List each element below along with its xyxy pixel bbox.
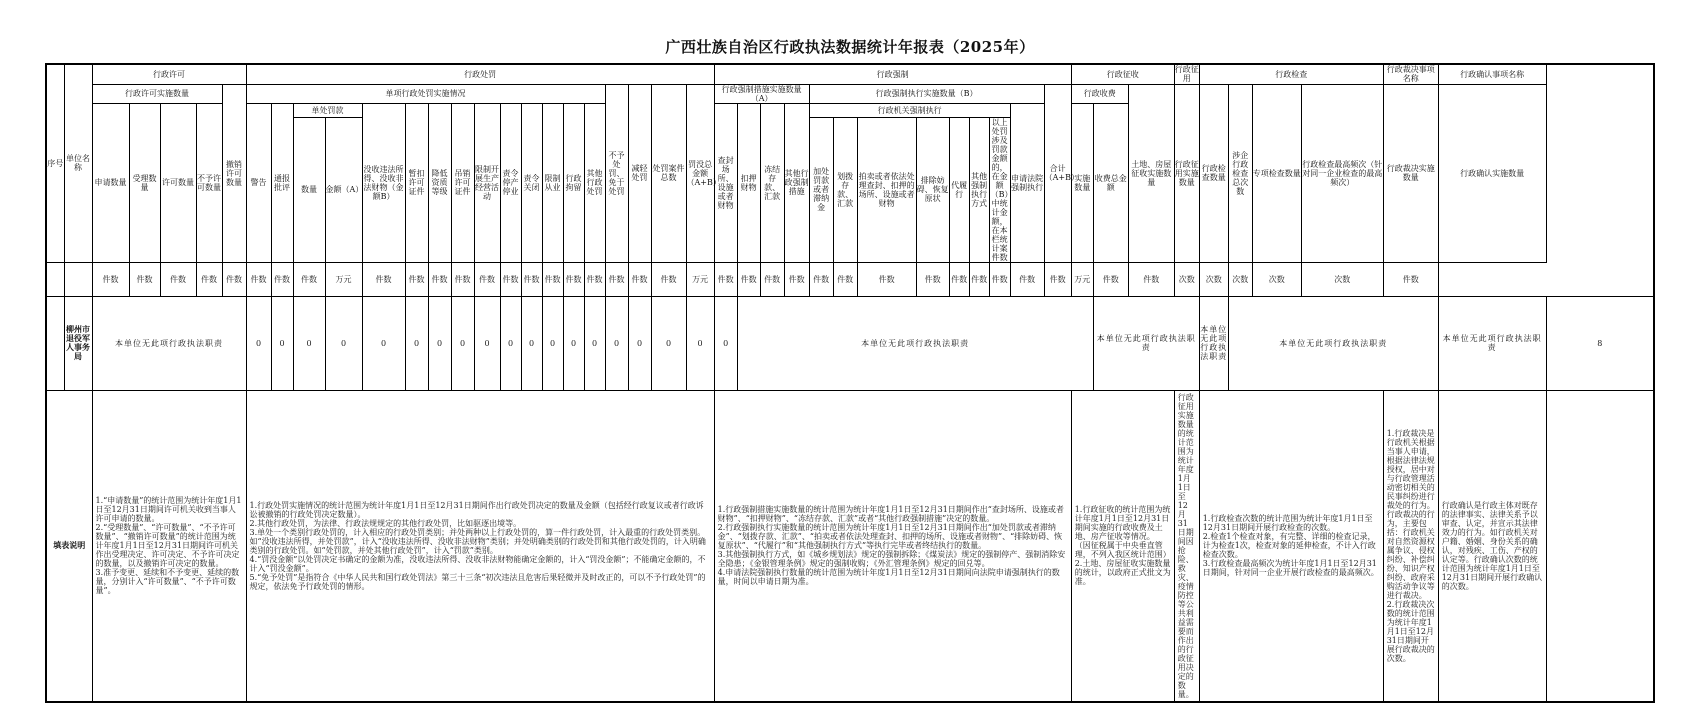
expro-no-duty: 本单位无此项行政执法职责: [1199, 296, 1228, 390]
header-sub-permit: 行政许可实施数量: [92, 84, 222, 103]
value-cell: 0: [362, 296, 405, 390]
header-revoke-cert: 吊销许可证件: [451, 103, 474, 262]
header-proxy: 代履行: [949, 117, 969, 262]
header-enterprise-inspect: 涉企行政检查总次数: [1228, 84, 1252, 262]
unit-cell: 件数: [222, 262, 246, 296]
header-other-measure: 其他行政强制措施: [784, 103, 809, 262]
value-cell: 0: [246, 296, 271, 390]
header-detain: 行政拘留: [563, 103, 584, 262]
unit-cell: 件数: [160, 262, 196, 296]
unit-cell: 次数: [1174, 262, 1199, 296]
header-group-expropriation: 行政征用: [1174, 65, 1199, 84]
notes-penalty: 1.行政处罚实施情况的统计范围为统计年度1月1日至12月31日期间作出行政处罚决定的数量及金额（包括经行政复议或者行政诉讼被撤销的行政处罚决定数量）。 2.其他行政处罚，为法律、行政法规规定的其他行政处罚，比如驱逐出境等。 3.单处一个类别行政处罚的，计入相应的行政处罚类别；并处两种以上行政处罚的，算一件行政处罚，计入最重的行政处罚类别。如“没收违法所得，并处罚款”，计入“没收违法所得、没收非法财物”类别；并处明确类别的行政处罚和其他行政处罚的，计入明确类别的行政处罚。如“处罚款，并处其他行政处罚”，计入“罚款”类别。 4.“罚没金额”以处罚决定书确定的金额为准，没收违法所得、没收非法财物能确定金额的，计入“罚没金额”；不能确定金额的，不计入“罚没金额”。 5.“免予处罚”是指符合《中华人民共和国行政处罚法》第三十三条“初次违法且危害后果轻微并及时改正的，可以不予行政处罚”的规定，依法免予行政处罚的情形。: [246, 390, 714, 702]
header-no-penalty: 不予处罚、免于处罚: [605, 84, 628, 262]
value-cell: 0: [271, 296, 293, 390]
unit-cell: 件数: [271, 262, 293, 296]
value-cell: 0: [325, 296, 362, 390]
unit-cell: 件数: [293, 262, 325, 296]
unit-cell: 件数: [1383, 262, 1438, 296]
unit-cell: 件数: [809, 262, 833, 296]
header-sub-measure: 行政强制措施实施数量（A）: [714, 84, 809, 103]
unit-cell: 件数: [521, 262, 542, 296]
header-other-exec: 其他强制执行方式: [969, 117, 989, 262]
unit-cell: [46, 262, 64, 296]
header-sub-single-penalty: 单项行政处罚实施情况: [246, 84, 605, 103]
notes-label: 填表说明: [46, 390, 92, 702]
header-sub-exec: 行政强制执行实施数量（B）: [809, 84, 1044, 103]
header-lower-qual: 降低资质等级: [428, 103, 451, 262]
header-sub-org-exec: 行政机关强制执行: [809, 103, 1010, 117]
value-cell: 0: [474, 296, 500, 390]
value-cell: 0: [293, 296, 325, 390]
confirm-count-value: 8: [1546, 296, 1654, 390]
inspect-no-duty: 本单位无此项行政执法职责: [1228, 296, 1438, 390]
statistics-table: [45, 63, 1655, 703]
unit-cell: 件数: [129, 262, 160, 296]
header-group-enforce: 行政强制: [714, 64, 1071, 84]
value-cell: 0: [584, 296, 605, 390]
unit-cell: 件数: [405, 262, 428, 296]
org-name: 柳州市退役军人事务局: [64, 296, 92, 390]
value-cell: 0: [428, 296, 451, 390]
header-max-frequency: 行政检查最高频次（针对同一企业检查的最高频次）: [1301, 84, 1383, 262]
unit-cell: 件数: [916, 262, 949, 296]
permit-no-duty: 本单位无此项行政执法职责: [92, 296, 246, 390]
value-cell: 0: [651, 296, 686, 390]
value-cell: 0: [500, 296, 521, 390]
unit-cell: 件数: [784, 262, 809, 296]
header-order-close: 责令关闭: [521, 103, 542, 262]
header-group-penalty: 行政处罚: [246, 64, 714, 84]
unit-cell: 件数: [1093, 262, 1128, 296]
value-cell: 0: [714, 296, 737, 390]
unit-cell: 件数: [92, 262, 129, 296]
header-lighter: 减轻处罚: [628, 84, 651, 262]
header-fee-amount: 收费总金额: [1093, 103, 1128, 262]
header-transfer: 划拨存款、汇款: [833, 117, 857, 262]
value-cell: 0: [451, 296, 474, 390]
unit-cell: 件数: [714, 262, 737, 296]
header-group-inspect: 行政检查: [1199, 64, 1383, 84]
ruling-no-duty: 本单位无此项行政执法职责: [1438, 296, 1546, 390]
unit-cell: 件数: [584, 262, 605, 296]
header-freeze: 冻结存款、汇款: [760, 103, 784, 262]
unit-cell: 次数: [1252, 262, 1301, 296]
header-auction: 拍卖或者依法处理查封、扣押的场所、设施或者财物: [857, 117, 916, 262]
header-fine-amount: 金额（A）: [325, 117, 362, 262]
header-combined-note: 以上处罚涉及罚款金额的，在金额（B）中统计金额，在本栏统计案件数: [990, 117, 1009, 262]
header-group-confirm: 行政确认事项名称: [1438, 64, 1546, 84]
header-group-levy: 行政征收: [1071, 64, 1174, 84]
unit-cell: 件数: [605, 262, 628, 296]
header-other-penalty: 其他行政处罚: [584, 103, 605, 262]
header-group-permit: 行政许可: [92, 64, 246, 84]
unit-cell: [64, 262, 92, 296]
header-remove: 排除妨碍、恢复原状: [916, 117, 949, 262]
unit-cell: 次数: [1199, 262, 1228, 296]
header-apply: 申请数量: [92, 103, 129, 262]
header-limit-prod: 限制开展生产经营活动: [474, 103, 500, 262]
header-penalty-total: 处罚案件总数: [651, 84, 686, 262]
unit-cell: 件数: [451, 262, 474, 296]
unit-cell: 万元: [686, 262, 714, 296]
value-cell: 0: [521, 296, 542, 390]
unit-cell: 件数: [969, 262, 989, 296]
notes-confirm: 行政确认是行政主体对既存的法律事实、法律关系予以审查、认定，并宣示其法律效力的行为。如行政机关对户籍、婚姻、身份关系的确认，对残疾、工伤、产权的认定等。行政确认次数的统计范围为统计年度1月1日至12月31日期间开展行政确认的次数。: [1438, 390, 1546, 702]
value-cell: 0: [686, 296, 714, 390]
header-land-levy: 土地、房屋征收实施数量: [1128, 84, 1174, 262]
unit-cell: 件数: [989, 262, 1010, 296]
unit-cell: 件数: [833, 262, 857, 296]
header-limit-job: 限制从业: [542, 103, 563, 262]
header-enforce-total: 合计（A+B）: [1044, 84, 1071, 262]
header-sub-fine: 单处罚款: [293, 103, 362, 117]
unit-cell: 件数: [1044, 262, 1071, 296]
header-court-exec: 申请法院强制执行: [1010, 103, 1044, 262]
header-confiscate: 没收违法所得、没收非法财物（金额B）: [362, 103, 405, 262]
report-table-wrap: [45, 63, 1655, 699]
unit-cell: 件数: [563, 262, 584, 296]
unit-cell: 万元: [1071, 262, 1093, 296]
unit-cell: 件数: [737, 262, 760, 296]
header-fine-total: 罚没总金额（A+B）: [686, 84, 714, 262]
header-late-fee: 加处罚款或者滞纳金: [809, 117, 833, 262]
unit-cell: 件数: [362, 262, 405, 296]
seq-cell: [46, 296, 64, 390]
unit-cell: 件数: [196, 262, 222, 296]
notes-permit: 1.“申请数量”的统计范围为统计年度1月1日至12月31日期间许可机关收到当事人许可申请的数量。 2.“受理数量”、“许可数量”、“不予许可数量”、“撤销许可数量”的统计范围为统计年度1月1日至12月31日期间许可机关作出受理决定、许可决定、不予许可决定的数量，以及撤销许可决定的数量。 3.准予变更、延续和不予变更、延续的数量，分别计入“许可数量”、“不予许可数量”。: [92, 390, 246, 702]
unit-cell: 件数: [246, 262, 271, 296]
header-group-ruling: 行政裁决事项名称: [1383, 64, 1438, 84]
notes-enforce: 1.行政强制措施实施数量的统计范围为统计年度1月1日至12月31日期间作出“查封场所、设施或者财物”、“扣押财物”、“冻结存款、汇款”或者“其他行政强制措施”决定的数量。 2.行政强制执行实施数量的统计范围为统计年度1月1日至12月31日期间作出“加处罚款或者滞纳金”、“划拨存款、汇款”、“拍卖或者依法处理查封、扣押的场所、设施或者财物”、“排除妨碍、恢复原状”、“代履行”和“其他强制执行方式”等执行完毕或者终结执行的数量。 3.其他强制执行方式，如《城乡规划法》规定的强制拆除；《煤炭法》规定的强制停产、强制消除安全隐患；《金银管理条例》规定的强制收购；《外汇管理条例》规定的回兑等。 4.申请法院强制执行数量的统计范围为统计年度1月1日至12月31日期间向法院申请强制执行的数量，时间以申请日期为准。: [714, 390, 1071, 702]
value-cell: 0: [563, 296, 584, 390]
header-seal: 查封场所、设施或者财物: [714, 103, 737, 262]
value-cell: 0: [605, 296, 628, 390]
unit-cell: 件数: [760, 262, 784, 296]
unit-cell: 件数: [949, 262, 969, 296]
enforce-no-duty: 本单位无此项行政执法职责: [737, 296, 1093, 390]
unit-cell: 件数: [474, 262, 500, 296]
header-seize: 扣押财物: [737, 103, 760, 262]
unit-cell: 件数: [500, 262, 521, 296]
unit-cell: 件数: [628, 262, 651, 296]
report-title: 广西壮族自治区行政执法数据统计年报表（2025年）: [665, 38, 1035, 56]
header-special-inspect: 专项检查数量: [1252, 84, 1301, 262]
header-warning: 警告: [246, 103, 271, 262]
value-cell: 0: [542, 296, 563, 390]
header-inspect-count: 行政检查数量: [1199, 84, 1228, 262]
header-ruling-count: 行政裁决实施数量: [1383, 84, 1438, 262]
header-sub-fee: 行政收费: [1071, 84, 1128, 103]
unit-cell: 万元: [325, 262, 362, 296]
header-notice: 通报批评: [271, 103, 293, 262]
header-not-permit: 不予许可数量: [196, 103, 222, 262]
header-permit-count: 许可数量: [160, 103, 196, 262]
unit-cell: 件数: [1010, 262, 1044, 296]
unit-cell: 次数: [1228, 262, 1252, 296]
notes-ruling: 1.行政裁决是行政机关根据当事人申请，根据法律法规授权，居中对与行政管理活动密切相关的民事纠纷进行裁处的行为。行政裁决的行为，主要包括：行政机关对自然资源权属争议、侵权纠纷、补偿纠纷、知识产权纠纷、政府采购活动争议等进行裁决。 2.行政裁决次数的统计范围为统计年度1月1日至12月31日期间开展行政裁决的次数。: [1383, 390, 1438, 702]
header-seq: 序号: [46, 64, 64, 262]
notes-levy: 1.行政征收的统计范围为统计年度1月1日至12月31日期间实施的行政收费及土地、房产征收等情况。 （因征税属于中央垂直管理，不列入我区统计范围） 2.土地、房屋征收实施数量的统计，以政府正式批文为准。: [1071, 390, 1174, 702]
unit-cell: 次数: [1301, 262, 1383, 296]
header-unit-name: 单位名称: [64, 64, 92, 262]
header-confirm-count: 行政确认实施数量: [1438, 84, 1546, 262]
header-accept: 受理数量: [129, 103, 160, 262]
levy-no-duty: 本单位无此项行政执法职责: [1093, 296, 1199, 390]
unit-cell: 件数: [542, 262, 563, 296]
header-order-suspend: 责令停产停业: [500, 103, 521, 262]
value-cell: 0: [628, 296, 651, 390]
header-suspend-cert: 暂扣许可证件: [405, 103, 428, 262]
unit-cell: 件数: [651, 262, 686, 296]
unit-cell: 件数: [857, 262, 916, 296]
header-expro-count: 行政征用实施数量: [1174, 84, 1199, 262]
value-cell: 0: [405, 296, 428, 390]
unit-cell: 件数: [1128, 262, 1174, 296]
header-revoke: 撤销许可数量: [222, 84, 246, 262]
notes-expropriation: 行政征用实施数量的统计范围为统计年度1月1日至12月31日期间因抢险、救灾、疫情防控等公共利益需要而作出的行政征用决定的数量。: [1174, 390, 1199, 702]
notes-inspect: 1.行政检查次数的统计范围为统计年度1月1日至12月31日期间开展行政检查的次数。 2.检查1个检查对象，有完整、详细的检查记录，计为检查1次，检查对象的延伸检查，不计入行政检查次数。 3.行政检查最高频次为统计年度1月1日至12月31日期间，针对同一企业开展行政检查的最高频次。: [1199, 390, 1383, 702]
header-fine-count: 数量: [293, 117, 325, 262]
unit-cell: 件数: [428, 262, 451, 296]
header-fee-count: 实施数量: [1071, 103, 1093, 262]
